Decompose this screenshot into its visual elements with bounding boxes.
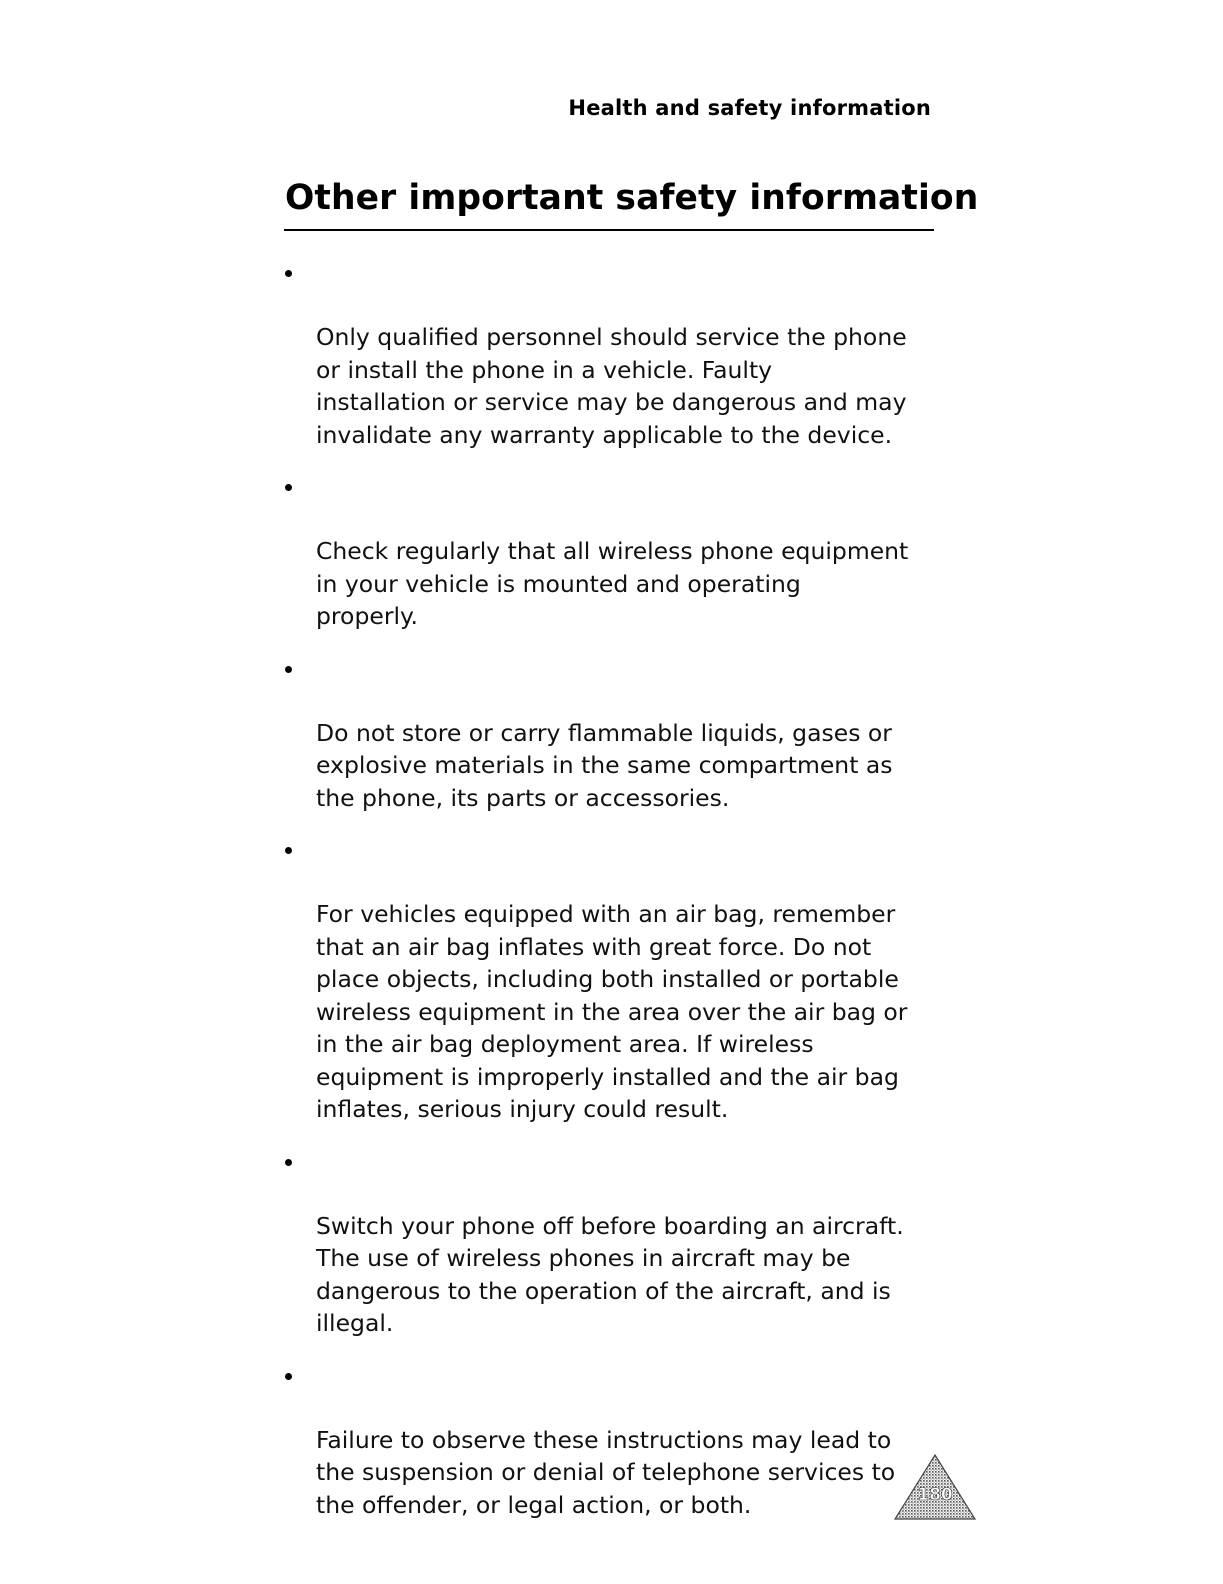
list-item [285,256,945,451]
list-item-text: Failure to observe these instructions may lead to the suspension or denial of telephone services to the offender, or legal action, or both. [316,1425,896,1519]
bullet-icon [285,847,292,854]
list-item [285,652,945,815]
section-title: Other important safety information [285,178,979,218]
list-item [285,470,945,633]
safety-bullet-list [285,256,945,1540]
list-item-text: For vehicles equipped with an air bag, remember that an air bag inflates with great force. Do not place objects, including both installed or portable wireless equipment in the area over the air bag or in the air bag deployment area. If wireless equipment is improperly installed and the air bag inflates, serious injury could result. [316,900,908,1123]
list-item-text: Only qualified personnel should service the phone or install the phone in a vehicle. Faulty installation or service may be dangerous and may invalidate any warranty applicable to the device. [316,323,907,449]
list-item [285,1359,945,1522]
running-header: Health and safety information [568,96,931,120]
bullet-icon [285,484,292,491]
list-item [285,833,945,1126]
list-item-text: Do not store or carry flammable liquids, gases or explosive materials in the same compartment as the phone, its parts or accessories. [316,718,893,812]
bullet-icon [285,1159,292,1166]
list-item [285,1145,945,1340]
page-number: 180 [917,1485,953,1505]
list-item-text: Switch your phone off before boarding an aircraft. The use of wireless phones in aircraft may be dangerous to the operation of the aircraft, and is illegal. [316,1211,904,1337]
title-underline [284,229,934,231]
bullet-icon [285,666,292,673]
bullet-icon [285,1373,292,1380]
bullet-icon [285,270,292,277]
list-item-text: Check regularly that all wireless phone equipment in your vehicle is mounted and operating properly. [316,537,909,630]
